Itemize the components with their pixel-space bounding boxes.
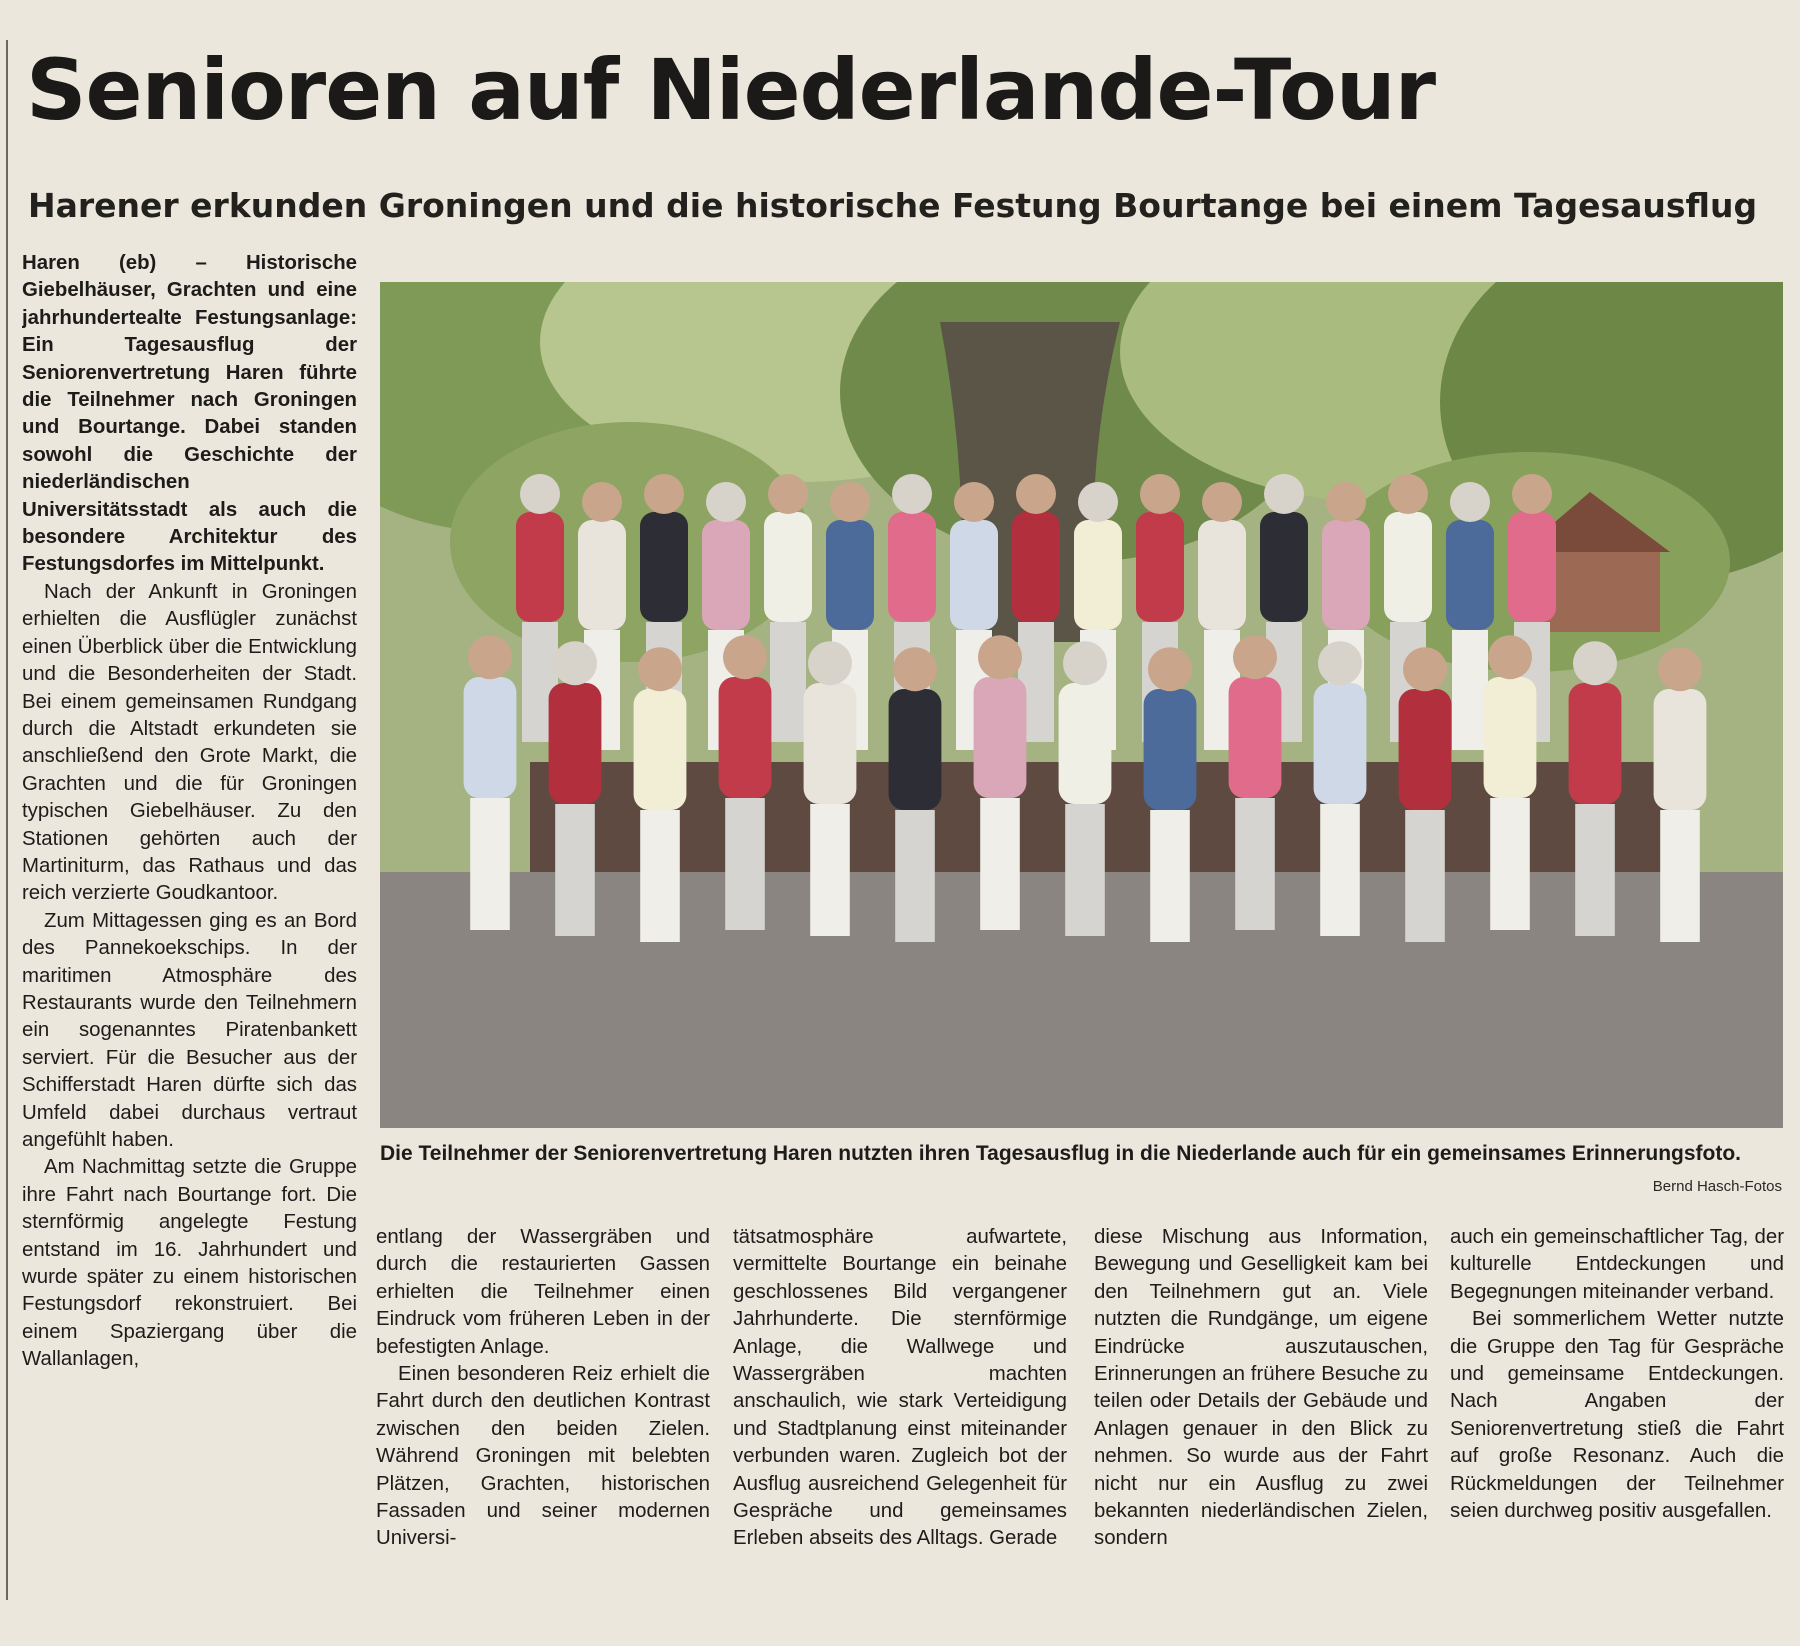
people-group (464, 474, 1707, 942)
person (1144, 647, 1197, 942)
person (889, 647, 942, 942)
person (804, 641, 857, 936)
body-paragraph: Einen besonderen Reiz erhielt die Fahrt durch den deutlichen Kontrast zwischen den beiden Zielen. Während Groningen mit belebten Plätzen, Grachten, historischen Fassaden und seiner modernen Universi- (376, 1363, 710, 1550)
body-paragraph: diese Mischung aus Information, Bewegung und Geselligkeit kam bei den Teilnehmern gut an. Viele nutzten die Rundgänge, um eigene Eindrücke auszutauschen, Erinnerungen an frühere Besuche zu teilen oder Details der Gebäude und Anlagen genauer in den Blick zu nehmen. So wurde aus der Fahrt nicht nur ein Ausflug zu zwei bekannten niederländischen Zielen, sondern (1094, 1226, 1428, 1550)
lead-paragraph: Haren (eb) – Historische Giebelhäuser, Grachten und eine jahrhundertealte Festungsanlage: Ein Tagesausflug der Seniorenvertretung Haren führte die Teilnehmer nach Groningen und Bourtange. Dabei standen sowohl die Geschichte der niederländischen Universitätsstadt als auch die besondere Architektur des Festungsdorfes im Mittelpunkt. (22, 252, 357, 576)
text-column-2 (376, 1224, 710, 1624)
person (1314, 641, 1367, 936)
text-column-1 (22, 250, 357, 1635)
person (974, 635, 1027, 930)
headline: Senioren auf Niederlande-Tour (26, 41, 1436, 139)
body-paragraph: Bei sommerlichem Wetter nutzte die Gruppe den Tag für Gespräche und gemeinsame Entdeckungen. Nach Angaben der Seniorenvertretung stieß die Fahrt auf große Resonanz. Auch die Rückmeldungen der Teilnehmer seien durchweg positiv ausgefallen. (1450, 1308, 1784, 1523)
text-column-5 (1450, 1224, 1784, 1624)
subheadline: Harener erkunden Groningen und die historische Festung Bourtange bei einem Tagesausflug (28, 186, 1758, 225)
body-paragraph: Nach der Ankunft in Groningen erhielten die Ausflügler zunächst einen Überblick über die Entwicklung und die Besonderheiten der Stadt. Bei einem gemeinsamen Rundgang durch die Altstadt erkundeten sie anschließend den Grote Markt, die Grachten und die für Groningen typischen Giebelhäuser. Zu den Stationen gehörten auch der Martiniturm, das Rathaus und das reich verzierte Goudkantoor. (22, 580, 357, 905)
person (1484, 635, 1537, 930)
person (1654, 647, 1707, 942)
photo-credit: Bernd Hasch-Fotos (1652, 1178, 1782, 1195)
person (464, 635, 517, 930)
person (719, 635, 772, 930)
person (1229, 635, 1282, 930)
photo-caption: Die Teilnehmer der Seniorenvertretung Haren nutzten ihren Tagesausflug in die Niederlande auch für ein gemeinsames Erinnerungsfoto. (380, 1142, 1742, 1165)
person (549, 641, 602, 936)
column-rule (0, 40, 8, 1600)
person (1569, 641, 1622, 936)
person (634, 647, 687, 942)
text-column-3 (733, 1224, 1067, 1624)
body-paragraph: Am Nachmittag setzte die Gruppe ihre Fahrt nach Bourtange fort. Die sternförmig angelegte Festung entstand im 16. Jahrhundert und wurde später zu einem historischen Festungsdorf rekonstruiert. Bei einem Spaziergang über die Wallanlagen, (22, 1156, 357, 1371)
body-paragraph: tätsatmosphäre aufwartete, vermittelte Bourtange ein beinahe geschlossenes Bild vergangener Jahrhunderte. Die sternförmige Anlage, die Wallwege und Wassergräben machten anschaulich, wie stark Verteidigung und Stadtplanung einst miteinander verbunden waren. Zugleich bot der Ausflug ausreichend Gelegenheit für Gespräche und gemeinsames Erleben abseits des Alltags. Gerade (733, 1226, 1067, 1550)
person (1399, 647, 1452, 942)
group-photo (380, 282, 1783, 1128)
body-paragraph: auch ein gemeinschaftlicher Tag, der kulturelle Entdeckungen und Begegnungen miteinander verband. (1450, 1226, 1784, 1303)
body-paragraph: entlang der Wassergräben und durch die restaurierten Gassen erhielten die Teilnehmer einen Eindruck vom früheren Leben in der befestigten Anlage. (376, 1226, 710, 1358)
body-paragraph: Zum Mittagessen ging es an Bord des Pannekoekschips. In der maritimen Atmosphäre des Restaurants wurde den Teilnehmern ein sogenanntes Piratenbankett serviert. Für die Besucher aus der Schifferstadt Haren dürfte sich das Umfeld dabei durchaus vertraut angefühlt haben. (22, 909, 357, 1151)
person (1059, 641, 1112, 936)
text-column-4 (1094, 1224, 1428, 1624)
